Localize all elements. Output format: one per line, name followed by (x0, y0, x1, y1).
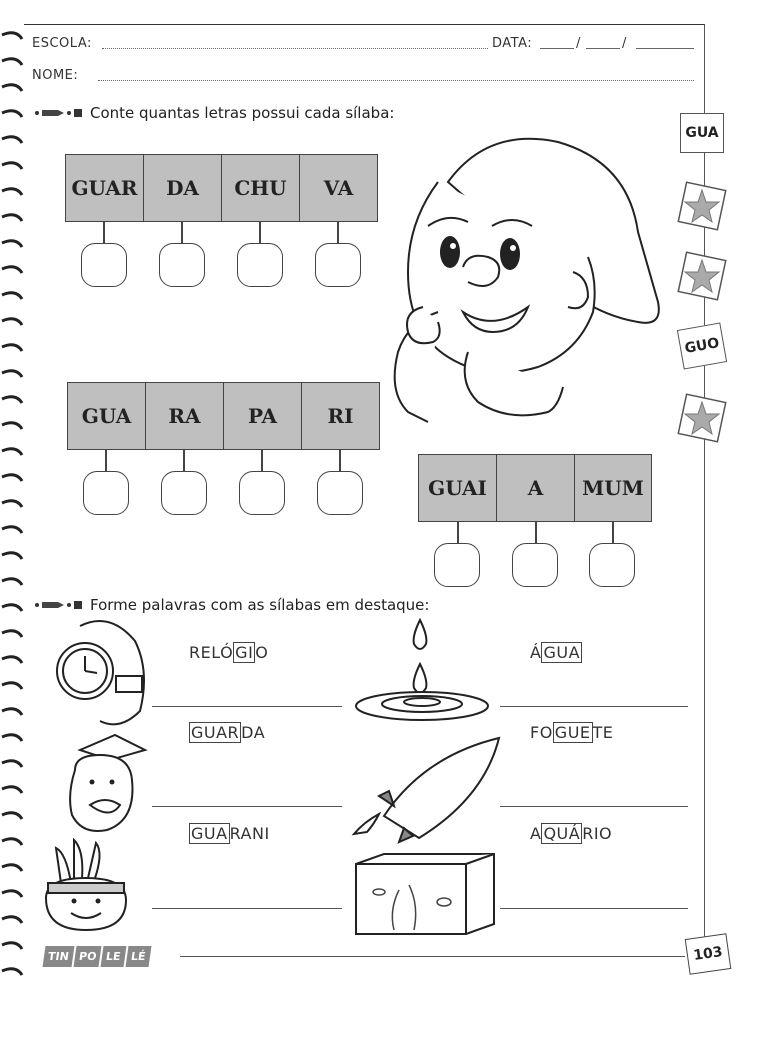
connector-line (103, 221, 105, 243)
connector-line (339, 449, 341, 471)
word-aquario: A QUÁ RIO (530, 824, 613, 843)
pencil-bullet-icon (34, 106, 84, 120)
syllable-box: MUM (575, 455, 651, 521)
syllable-box: RI (302, 383, 379, 449)
connector-line (183, 449, 185, 471)
pencil-bullet-icon (34, 598, 84, 612)
date-year-field[interactable] (636, 48, 694, 49)
word-guarda: GUAR DA (191, 723, 266, 742)
connector-line (105, 449, 107, 471)
syllable-row-1 (65, 154, 378, 222)
syllable-box: GUA (68, 383, 146, 449)
word-relogio: RELÓ GI O (189, 643, 269, 662)
date-separator: / (576, 36, 581, 51)
teacher-with-cap-icon (60, 730, 150, 840)
connector-line (535, 521, 537, 543)
syllable-box: GUAI (419, 455, 497, 521)
answer-line[interactable] (152, 706, 342, 707)
page-number: 103 (685, 933, 732, 974)
syllable-box: VA (300, 155, 377, 221)
spiral-binding (0, 25, 26, 990)
syllable-box: PA (224, 383, 302, 449)
instruction-count-letters (34, 104, 394, 122)
star-icon (674, 178, 730, 234)
answer-line[interactable] (500, 806, 688, 807)
connector-line (261, 449, 263, 471)
syllable-row-2 (67, 382, 380, 450)
answer-bubble[interactable] (161, 471, 207, 515)
answer-bubble[interactable] (83, 471, 129, 515)
side-tag-guo: GUO (677, 322, 727, 369)
answer-bubble[interactable] (589, 543, 635, 587)
answer-line[interactable] (152, 908, 342, 909)
connector-line (181, 221, 183, 243)
answer-line[interactable] (500, 706, 688, 707)
highlight-syllable: GUE (554, 723, 591, 742)
indigenous-child-icon (36, 838, 136, 938)
answer-bubble[interactable] (239, 471, 285, 515)
side-tag-gua: GUA (680, 113, 724, 153)
highlight-syllable: GUA (191, 824, 228, 843)
date-label: DATA: (492, 36, 533, 51)
syllable-box: CHU (222, 155, 300, 221)
school-field[interactable] (102, 48, 488, 49)
word-agua: Á GUA (530, 643, 581, 662)
connector-line (457, 521, 459, 543)
date-day-field[interactable] (540, 48, 574, 49)
highlight-syllable: GUAR (191, 723, 240, 742)
star-icon (674, 248, 730, 304)
aquarium-icon (354, 852, 496, 936)
instruction-form-words (34, 596, 429, 614)
answer-bubble[interactable] (81, 243, 127, 287)
date-separator: / (622, 36, 627, 51)
tinpolele-logo: TIN PO LE LÉ (44, 946, 149, 967)
water-drops-icon (350, 614, 495, 726)
answer-line[interactable] (152, 806, 342, 807)
word-guarani: GUA RANI (191, 824, 270, 843)
school-label: ESCOLA: (32, 36, 92, 51)
instruction-text: Forme palavras com as sílabas em destaque: (90, 596, 430, 614)
answer-line[interactable] (500, 908, 688, 909)
rocket-icon (344, 736, 504, 844)
answer-bubble[interactable] (159, 243, 205, 287)
wristwatch-icon (50, 616, 150, 726)
syllable-box: DA (144, 155, 222, 221)
syllable-box: RA (146, 383, 224, 449)
connector-line (612, 521, 614, 543)
instruction-text: Conte quantas letras possui cada sílaba: (90, 104, 395, 122)
answer-bubble[interactable] (512, 543, 558, 587)
word-foguete: FO GUE TE (530, 723, 614, 742)
syllable-box: A (497, 455, 575, 521)
name-field[interactable] (98, 80, 694, 81)
boy-with-cap-illustration (368, 122, 678, 452)
connector-line (337, 221, 339, 243)
answer-bubble[interactable] (434, 543, 480, 587)
star-icon (674, 390, 730, 446)
answer-bubble[interactable] (237, 243, 283, 287)
syllable-row-3 (418, 454, 652, 522)
highlight-syllable: GI (235, 643, 254, 662)
name-label: NOME: (32, 68, 79, 83)
answer-bubble[interactable] (315, 243, 361, 287)
footer-line (180, 956, 685, 957)
highlight-syllable: QUÁ (543, 824, 581, 843)
connector-line (259, 221, 261, 243)
date-month-field[interactable] (586, 48, 620, 49)
answer-bubble[interactable] (317, 471, 363, 515)
highlight-syllable: GUA (543, 643, 581, 662)
syllable-box: GUAR (66, 155, 144, 221)
